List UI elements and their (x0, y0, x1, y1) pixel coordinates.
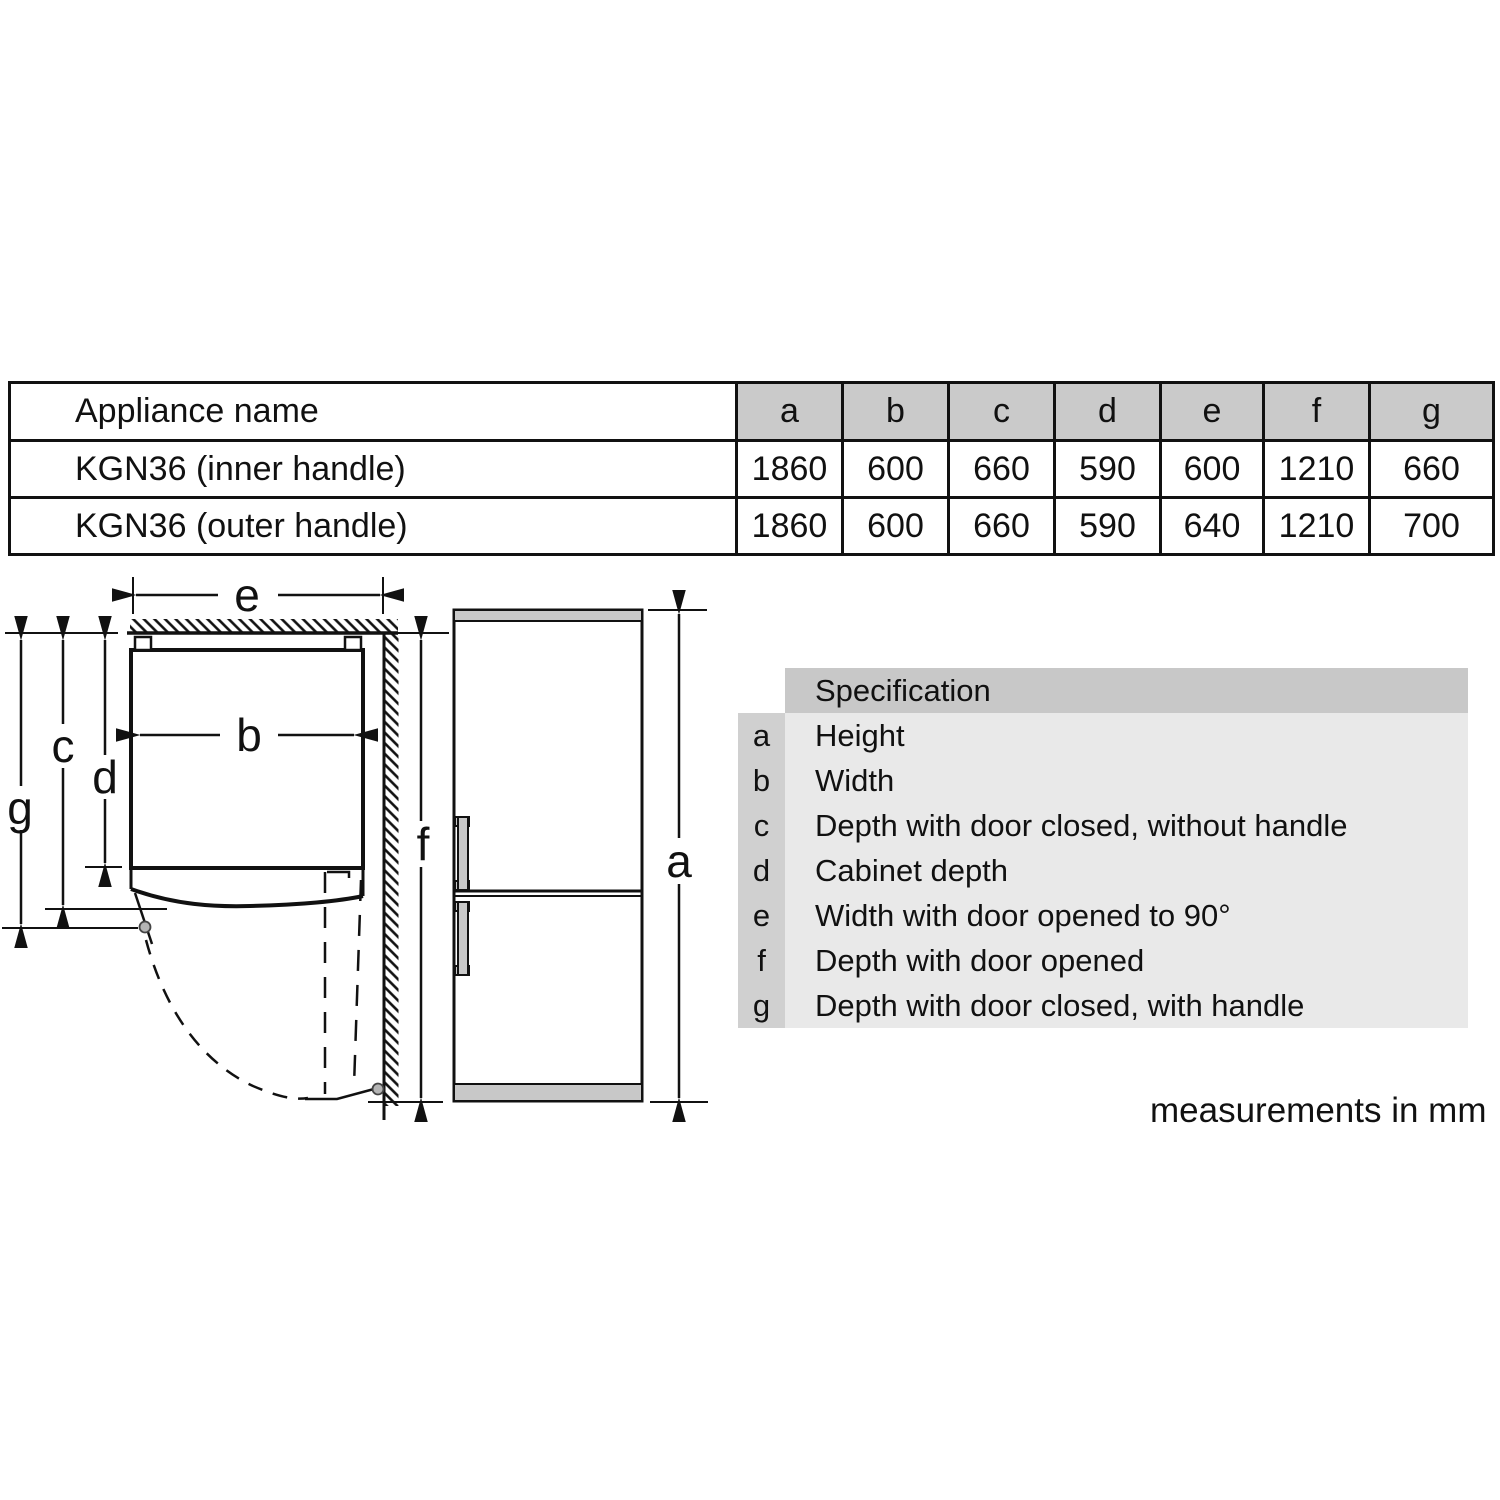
value-a: 1860 (737, 441, 843, 498)
col-header-a: a (737, 383, 843, 441)
legend-key: a (738, 713, 785, 758)
value-f: 1210 (1264, 441, 1370, 498)
col-header-e: e (1161, 383, 1264, 441)
handle-bar (458, 902, 468, 975)
legend-key: d (738, 848, 785, 893)
value-a: 1860 (737, 498, 843, 555)
door-front-curve (131, 889, 363, 906)
value-d: 590 (1055, 441, 1161, 498)
col-header-f: f (1264, 383, 1370, 441)
value-b: 600 (843, 441, 949, 498)
legend-label: Height (785, 713, 1468, 758)
col-header-b: b (843, 383, 949, 441)
legend-key: e (738, 893, 785, 938)
hinge-pin-right (373, 1084, 384, 1095)
value-g: 700 (1370, 498, 1494, 555)
hinge-block-right (345, 637, 361, 650)
legend-label: Depth with door closed, without handle (785, 803, 1468, 848)
dim-label-b: b (236, 709, 262, 761)
legend-header: Specification (785, 668, 1468, 713)
fridge-handle-lower (455, 902, 469, 975)
value-e: 600 (1161, 441, 1264, 498)
door-ajar-edge (135, 893, 152, 944)
hinge-pin-left (140, 922, 151, 933)
value-b: 600 (843, 498, 949, 555)
dimension-e (133, 569, 383, 621)
dimension-c (52, 640, 75, 905)
legend-label: Width with door opened to 90° (785, 893, 1468, 938)
dim-label-g: g (7, 782, 33, 834)
legend-key: f (738, 938, 785, 983)
dimension-d (92, 640, 118, 863)
dim-label-e: e (234, 569, 260, 621)
fridge-plinth (454, 1084, 642, 1101)
dim-label-d: d (92, 751, 118, 803)
cabinet-top-view (131, 637, 363, 906)
door-open-front-edge (305, 1089, 374, 1099)
legend-label: Cabinet depth (785, 848, 1468, 893)
col-header-g: g (1370, 383, 1494, 441)
value-d: 590 (1055, 498, 1161, 555)
col-header-d: d (1055, 383, 1161, 441)
door-swing-arc (146, 940, 308, 1099)
value-c: 660 (949, 498, 1055, 555)
measurements-unit-note: measurements in mm (1150, 1091, 1487, 1130)
fridge-body (454, 610, 642, 1101)
handle-bar (458, 817, 468, 890)
door-open-outer-edge (354, 880, 361, 1086)
wall-hatch-side (386, 633, 399, 1106)
dim-label-f: f (416, 818, 430, 870)
fridge-top-cap (454, 610, 642, 621)
fridge-handle-upper (455, 817, 469, 890)
legend-label: Width (785, 758, 1468, 803)
door-closed-top-view (131, 868, 363, 906)
value-g: 660 (1370, 441, 1494, 498)
model-name: KGN36 (outer handle) (10, 498, 737, 555)
value-c: 660 (949, 441, 1055, 498)
fridge-front-view (454, 610, 642, 1101)
appliance-name-header: Appliance name (10, 383, 737, 441)
dim-label-c: c (51, 720, 75, 772)
value-e: 640 (1161, 498, 1264, 555)
legend-key: c (738, 803, 785, 848)
legend-key: b (738, 758, 785, 803)
model-name: KGN36 (inner handle) (10, 441, 737, 498)
dimension-a (666, 614, 692, 1098)
dimension-g (7, 640, 33, 924)
dim-label-a: a (666, 835, 692, 887)
value-f: 1210 (1264, 498, 1370, 555)
hinge-block-left (135, 637, 151, 650)
wall-hatch-top (130, 619, 398, 633)
legend-key: g (738, 983, 785, 1028)
handle-recess-notch (327, 872, 349, 878)
col-header-c: c (949, 383, 1055, 441)
legend-label: Depth with door closed, with handle (785, 983, 1468, 1028)
legend-label: Depth with door opened (785, 938, 1468, 983)
dimension-f (417, 640, 430, 1098)
